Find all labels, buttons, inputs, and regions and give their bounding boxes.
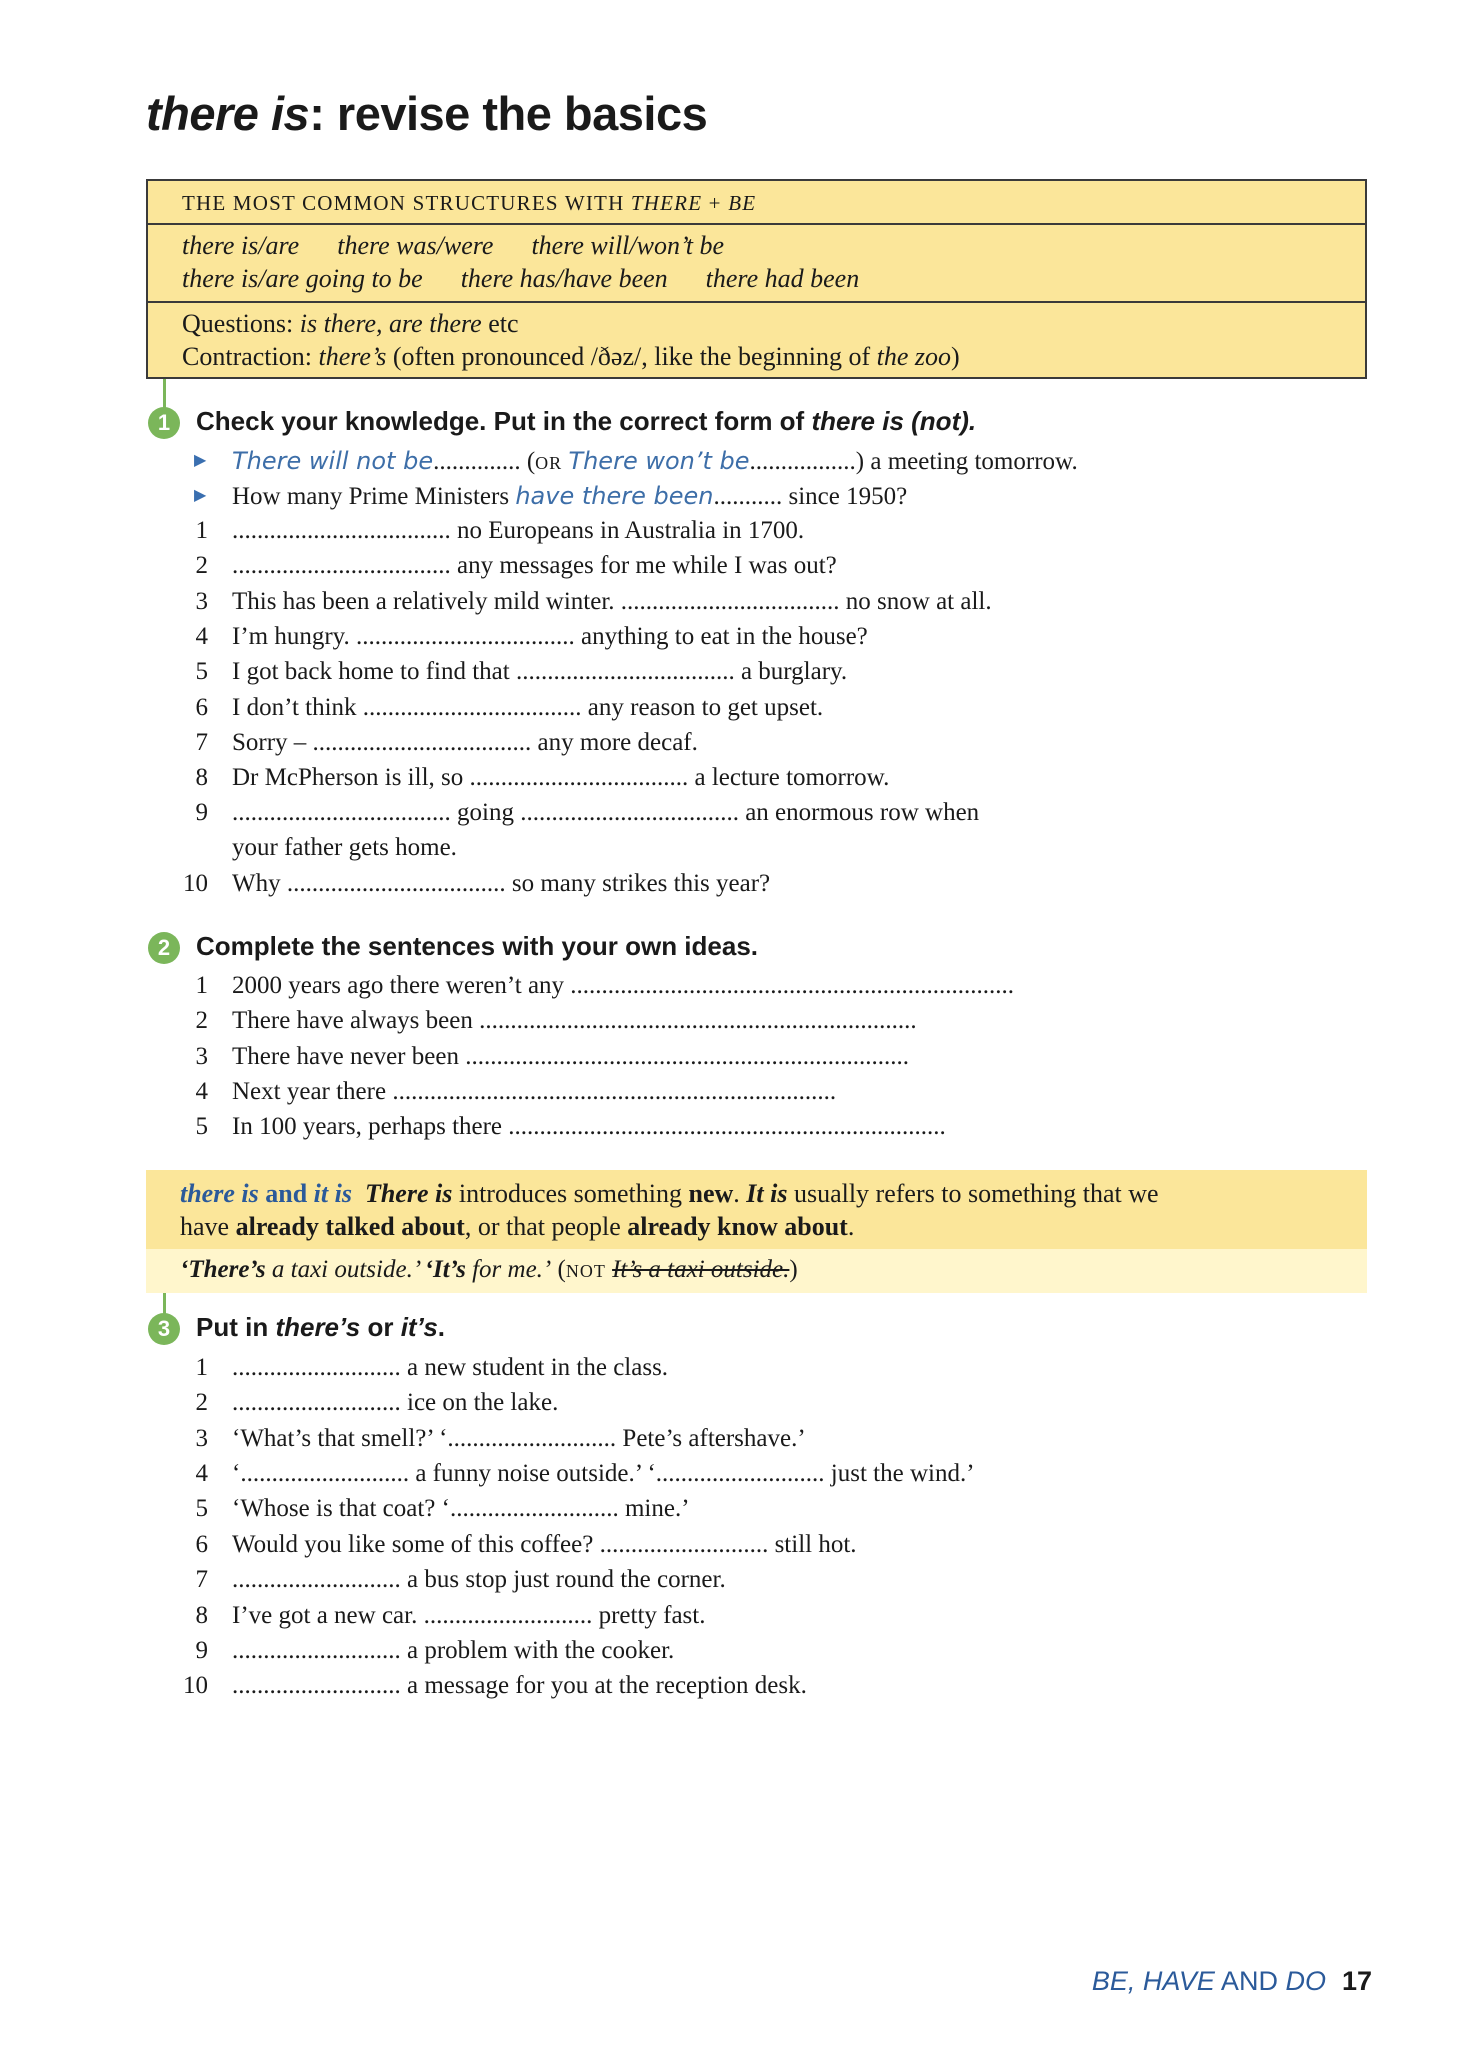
title-italic: there is bbox=[146, 87, 310, 140]
title-part: there’s bbox=[275, 1312, 361, 1342]
item-number: 1 bbox=[195, 1354, 208, 1381]
note-bold: It is bbox=[746, 1179, 788, 1208]
heading-there: THERE bbox=[630, 191, 703, 215]
note-text: , or that people bbox=[464, 1212, 628, 1241]
item-text: Would you like some of this coffee? ........................... still hot. bbox=[232, 1531, 857, 1558]
item-text: Why ................................... so many strikes this year? bbox=[232, 870, 771, 897]
handwritten-answer: have there been bbox=[515, 482, 714, 510]
example-text: for me.’ bbox=[465, 1256, 552, 1283]
title-part: there is (not) bbox=[811, 406, 969, 436]
triangle-icon: ▶ bbox=[194, 487, 207, 504]
item-number: 9 bbox=[195, 1637, 208, 1664]
item-text: ........................... a bus stop just round the corner. bbox=[232, 1566, 726, 1593]
unit-be-have: BE, HAVE bbox=[1091, 1966, 1215, 1996]
item-number: 1 bbox=[195, 972, 208, 999]
exercise-2-number: 2 bbox=[148, 932, 180, 964]
exercise-3-number: 3 bbox=[148, 1313, 180, 1345]
handwritten-answer: There will not be bbox=[232, 447, 434, 475]
item-text: In 100 years, perhaps there ...................................................................... bbox=[232, 1113, 946, 1140]
note-head: and bbox=[258, 1179, 314, 1208]
item-text: Next year there ....................................................................... bbox=[232, 1078, 837, 1105]
note-head: there is bbox=[180, 1179, 259, 1208]
item-text: ‘........................... a funny noise outside.’ ‘........................... just the wind.’ bbox=[232, 1460, 975, 1487]
item-number: 2 bbox=[195, 1389, 208, 1416]
answer-dots: .............. bbox=[433, 448, 521, 475]
title-rest: : revise the basics bbox=[309, 87, 708, 140]
heading-text: THE MOST COMMON STRUCTURES WITH bbox=[182, 191, 631, 215]
note-explanation bbox=[146, 1170, 1367, 1249]
item-text: ................................... no Europeans in Australia in 1700. bbox=[232, 517, 805, 544]
heading-be: BE bbox=[728, 191, 757, 215]
form: there has/have been bbox=[460, 264, 668, 293]
item-number: 9 bbox=[195, 799, 208, 826]
note-bold: There is bbox=[364, 1179, 453, 1208]
item-number: 1 bbox=[195, 517, 208, 544]
item-number: 6 bbox=[195, 1531, 208, 1558]
unit-name bbox=[1092, 1966, 1326, 1996]
unit-and: AND bbox=[1214, 1966, 1286, 1996]
or-word: OR bbox=[535, 453, 563, 473]
item-number: 6 bbox=[195, 694, 208, 721]
handwritten-answer: There won’t be bbox=[568, 447, 750, 475]
title-part: or bbox=[360, 1312, 401, 1342]
item-text: ................................... any messages for me while I was out? bbox=[232, 552, 837, 579]
contraction-zoo: the zoo bbox=[876, 342, 952, 371]
page-footer bbox=[1092, 1966, 1372, 1997]
form: there will/won’t be bbox=[531, 231, 725, 260]
item-number: 3 bbox=[195, 1043, 208, 1070]
title-part: Check your knowledge. Put in the correct form of bbox=[196, 406, 812, 436]
item-number: 2 bbox=[195, 552, 208, 579]
exercise-2-title: Complete the sentences with your own ideas. bbox=[196, 931, 759, 961]
exercise-1-number: 1 bbox=[148, 407, 180, 439]
contraction-value: there’s bbox=[318, 342, 387, 371]
item-number: 7 bbox=[195, 1566, 208, 1593]
form: there had been bbox=[705, 264, 860, 293]
note-head: it is bbox=[313, 1179, 352, 1208]
paren: ( bbox=[526, 448, 536, 475]
item-text: I don’t think ................................... any reason to get upset. bbox=[232, 694, 824, 721]
item-number: 3 bbox=[195, 1425, 208, 1452]
item-text: This has been a relatively mild winter. ................................... no snow at all. bbox=[232, 588, 992, 615]
item-text: ‘Whose is that coat? ‘........................... mine.’ bbox=[232, 1495, 690, 1522]
note-text: have bbox=[180, 1212, 236, 1241]
item-text: Sorry – ................................... any more decaf. bbox=[232, 729, 698, 756]
title-part: . bbox=[968, 406, 977, 436]
note-text: . bbox=[733, 1179, 747, 1208]
item-number: 8 bbox=[195, 1602, 208, 1629]
item-number: 4 bbox=[195, 1460, 208, 1487]
example-bold: ‘It’s bbox=[424, 1256, 466, 1283]
item-text: ‘What’s that smell?’ ‘........................... Pete’s aftershave.’ bbox=[232, 1425, 806, 1452]
item-number: 4 bbox=[195, 623, 208, 650]
example-1-text bbox=[232, 446, 1078, 478]
contraction-end: ) bbox=[951, 342, 960, 371]
forms-line-2 bbox=[182, 262, 1331, 295]
contraction-mid: (often pronounced /ðəz/, like the beginning of bbox=[386, 342, 877, 371]
contraction-line bbox=[182, 340, 1331, 373]
item-text: There have never been ....................................................................... bbox=[232, 1043, 909, 1070]
item-text: ........................... a new student in the class. bbox=[232, 1354, 669, 1381]
structures-forms bbox=[148, 225, 1365, 303]
note-text: usually refers to something that we bbox=[787, 1179, 1159, 1208]
item-number: 10 bbox=[183, 870, 208, 897]
item-number: 3 bbox=[195, 588, 208, 615]
not-word: NOT bbox=[565, 1261, 606, 1281]
item-number: 8 bbox=[195, 764, 208, 791]
item-text: There have always been ...................................................................... bbox=[232, 1007, 917, 1034]
structures-heading bbox=[148, 181, 1365, 225]
item-number: 5 bbox=[195, 1495, 208, 1522]
there-is-it-is-note bbox=[146, 1170, 1367, 1293]
example-tail: since 1950? bbox=[782, 483, 908, 510]
item-number: 5 bbox=[195, 658, 208, 685]
contraction-label: Contraction: bbox=[182, 342, 319, 371]
exercise-3-title bbox=[196, 1312, 445, 1343]
unit-do: DO bbox=[1285, 1966, 1326, 1996]
item-text: your father gets home. bbox=[232, 834, 457, 861]
questions-line bbox=[182, 307, 1331, 340]
paren: ) bbox=[789, 1256, 798, 1283]
form: there is/are bbox=[182, 231, 300, 260]
example-text: a taxi outside.’ bbox=[265, 1256, 425, 1283]
form: there was/were bbox=[337, 231, 494, 260]
note-bold: already talked about bbox=[235, 1212, 465, 1241]
item-number: 7 bbox=[195, 729, 208, 756]
answer-dots: ........... bbox=[713, 483, 783, 510]
note-bold: new bbox=[688, 1179, 734, 1208]
title-part: Put in bbox=[196, 1312, 276, 1342]
structures-box bbox=[146, 179, 1367, 379]
structures-questions bbox=[148, 303, 1365, 377]
item-text: 2000 years ago there weren’t any ....................................................................... bbox=[232, 972, 1015, 999]
questions-tail: etc bbox=[481, 309, 519, 338]
answer-dots: ................. bbox=[749, 448, 856, 475]
paren: ( bbox=[551, 1256, 566, 1283]
note-line-2 bbox=[180, 1210, 1333, 1243]
item-number: 2 bbox=[195, 1007, 208, 1034]
page-number: 17 bbox=[1341, 1966, 1372, 1996]
note-text: introduces something bbox=[452, 1179, 689, 1208]
item-text: I’ve got a new car. ........................... pretty fast. bbox=[232, 1602, 706, 1629]
questions-value: is there, are there bbox=[299, 309, 482, 338]
example-text: How many Prime Ministers bbox=[232, 483, 516, 510]
triangle-icon: ▶ bbox=[194, 452, 207, 469]
note-example bbox=[146, 1249, 1367, 1293]
questions-label: Questions: bbox=[182, 309, 300, 338]
forms-line-1 bbox=[182, 229, 1331, 262]
title-part: it’s bbox=[400, 1312, 438, 1342]
note-line-1 bbox=[180, 1177, 1333, 1210]
item-text: ........................... ice on the lake. bbox=[232, 1389, 559, 1416]
example-tail: ) a meeting tomorrow. bbox=[855, 448, 1078, 475]
item-number: 10 bbox=[183, 1672, 208, 1699]
exercise-1-title bbox=[196, 406, 976, 437]
example-2-text bbox=[232, 481, 907, 512]
item-number: 4 bbox=[195, 1078, 208, 1105]
note-text: . bbox=[847, 1212, 855, 1241]
item-text: ........................... a problem with the cooker. bbox=[232, 1637, 675, 1664]
struck-example: It’s a taxi outside. bbox=[612, 1256, 790, 1283]
title-part: . bbox=[437, 1312, 446, 1342]
item-number: 5 bbox=[195, 1113, 208, 1140]
item-text: ................................... going ................................... an enormous row when bbox=[232, 799, 980, 826]
item-text: ........................... a message for you at the reception desk. bbox=[232, 1672, 807, 1699]
page-title bbox=[146, 86, 707, 141]
heading-plus: + bbox=[702, 191, 729, 215]
example-bold: ‘There’s bbox=[180, 1256, 266, 1283]
note-bold: already know about bbox=[627, 1212, 848, 1241]
form: there is/are going to be bbox=[182, 264, 423, 293]
item-text: Dr McPherson is ill, so ................................... a lecture tomorrow. bbox=[232, 764, 890, 791]
item-text: I’m hungry. ................................... anything to eat in the house? bbox=[232, 623, 868, 650]
item-text: I got back home to find that ................................... a burglary. bbox=[232, 658, 848, 685]
